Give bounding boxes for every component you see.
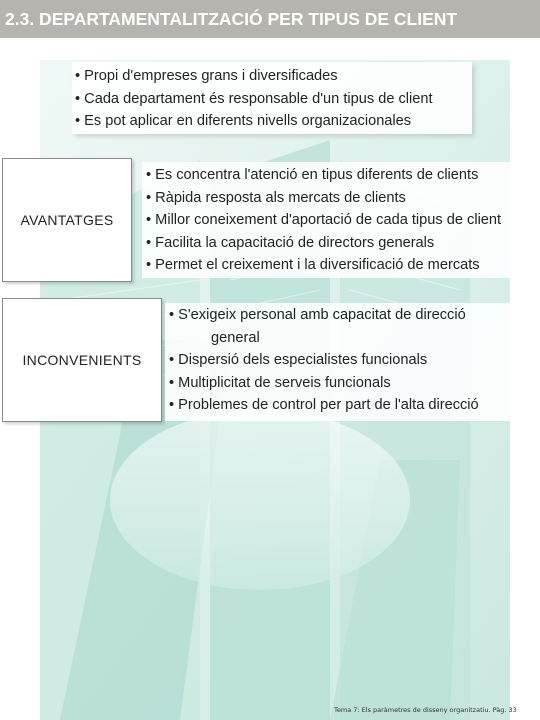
advantage-item: • Es concentra l'atenció en tipus diferents de clients: [146, 167, 479, 183]
disadvantage-item: • Problemes de control per part de l'alta direcció: [169, 397, 479, 413]
advantages-label: AVANTATGES: [2, 158, 132, 282]
intro-item: • Es pot aplicar en diferents nivells organizacionales: [75, 113, 412, 129]
advantages-list: [142, 162, 538, 277]
disadvantages-list: [165, 303, 515, 417]
intro-item: • Cada departament és responsable d'un tipus de client: [75, 90, 433, 107]
advantages-list-box: [142, 162, 538, 278]
disadvantages-label: INCONVENIENTS: [2, 298, 162, 422]
page-title: 2.3. DEPARTAMENTALITZACIÓ PER TIPUS DE CLIENT: [0, 0, 540, 38]
disadvantage-item: • Dispersió dels especialistes funcionals: [169, 352, 428, 368]
advantage-item: • Facilita la capacitació de directors generals: [146, 234, 435, 251]
disadvantage-item-continuation: general: [211, 329, 260, 346]
disadvantage-item: • Multiplicitat de serveis funcionals: [169, 374, 391, 391]
advantage-item: • Ràpida resposta als mercats de clients: [146, 189, 406, 206]
disadvantage-item: • S'exigeix personal amb capacitat de direcció: [169, 307, 466, 323]
advantage-item: • Permet el creixement i la diversificació de mercats: [146, 257, 480, 273]
intro-list: [72, 62, 472, 133]
intro-box: [72, 62, 472, 134]
disadvantages-list-box: [165, 303, 515, 421]
advantage-item: • Millor coneixement d'aportació de cada tipus de client: [146, 212, 502, 228]
intro-item: • Propi d'empreses grans i diversificades: [75, 68, 338, 84]
page-footer: Tema 7: Els paràmetres de disseny organitzatiu. Pàg. 33: [334, 706, 517, 714]
